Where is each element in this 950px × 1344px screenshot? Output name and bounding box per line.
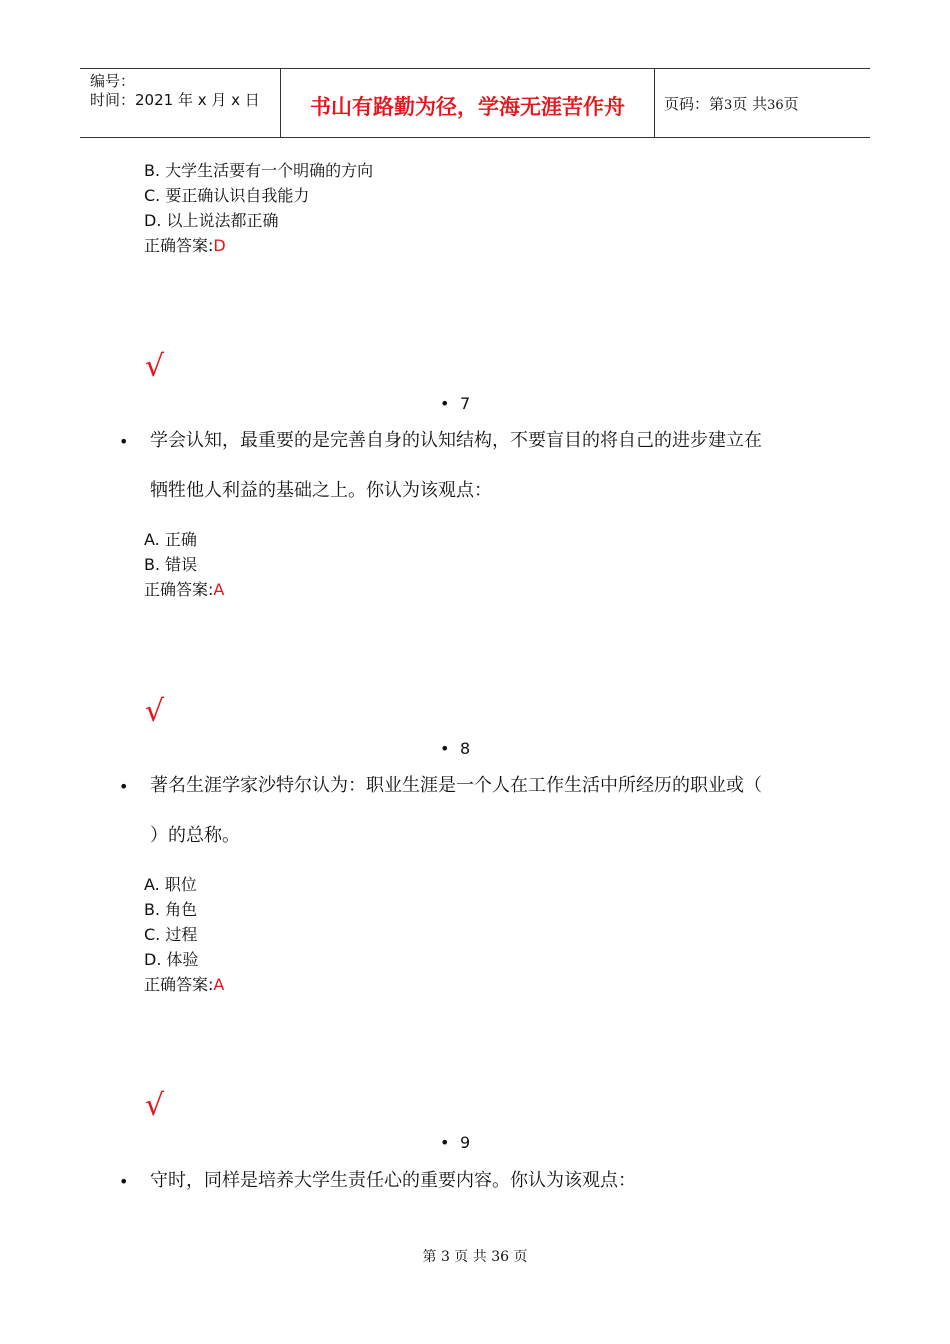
option-d: D. 体验: [144, 950, 199, 969]
page-header: [80, 68, 870, 138]
question-text-line: 牺牲他人利益的基础之上。你认为该观点：: [150, 480, 492, 501]
page-total: 36: [767, 98, 784, 113]
question-text-line: ）的总称。: [150, 825, 240, 846]
question-number: [440, 1133, 470, 1153]
page-label: 页码：第: [664, 95, 725, 113]
question-number-value: 8: [460, 739, 471, 758]
header-left-cell: [80, 69, 281, 137]
date-line: 时间：2021 年 x 月 x 日: [90, 91, 260, 109]
bullet-icon: •: [440, 1133, 450, 1152]
option-b: B. 错误: [144, 555, 198, 574]
page-end: 页: [783, 95, 799, 113]
question-number-value: 9: [460, 1133, 471, 1152]
question-number: [440, 394, 470, 414]
option-a: A. 职位: [144, 875, 197, 894]
option-b: B. 角色: [144, 900, 198, 919]
answer-value: A: [213, 580, 225, 599]
answer-label: 正确答案:: [144, 236, 214, 255]
option-c: C. 过程: [144, 925, 198, 944]
question-text-line: 著名生涯学家沙特尔认为：职业生涯是一个人在工作生活中所经历的职业或（: [150, 775, 762, 796]
option-c: C. 要正确认识自我能力: [144, 186, 310, 205]
question-text-line: 守时，同样是培养大学生责任心的重要内容。你认为该观点：: [150, 1170, 636, 1191]
page-mid: 页 共: [732, 95, 768, 113]
answer-label: 正确答案:: [144, 975, 214, 994]
answer-value: A: [213, 975, 225, 994]
check-mark-icon: √: [145, 694, 165, 729]
page-number: 3: [724, 98, 733, 113]
answer-line: [144, 236, 226, 256]
check-mark-icon: √: [145, 1088, 165, 1123]
check-mark-icon: √: [145, 349, 165, 384]
answer-line: [144, 580, 224, 600]
answer-label: 正确答案:: [144, 580, 214, 599]
option-d: D. 以上说法都正确: [144, 211, 279, 230]
answer-value: D: [213, 236, 226, 255]
page-footer: 第 3 页 共 36 页: [422, 1249, 528, 1265]
bullet-icon: •: [119, 432, 129, 451]
option-b: B. 大学生活要有一个明确的方向: [144, 161, 374, 180]
bullet-icon: •: [440, 739, 450, 758]
answer-line: [144, 975, 224, 995]
serial-label: 编号：: [90, 72, 136, 90]
option-a: A. 正确: [144, 530, 197, 549]
motto: 书山有路勤为径，学海无涯苦作舟: [310, 95, 625, 119]
bullet-icon: •: [440, 394, 450, 413]
question-number-value: 7: [460, 394, 471, 413]
page-info: [664, 93, 799, 114]
header-page-cell: [655, 69, 870, 137]
header-motto-cell: [281, 69, 655, 137]
bullet-icon: •: [119, 1172, 129, 1191]
question-number: [440, 739, 470, 759]
question-text-line: 学会认知，最重要的是完善自身的认知结构，不要盲目的将自己的进步建立在: [150, 430, 762, 451]
bullet-icon: •: [119, 777, 129, 796]
